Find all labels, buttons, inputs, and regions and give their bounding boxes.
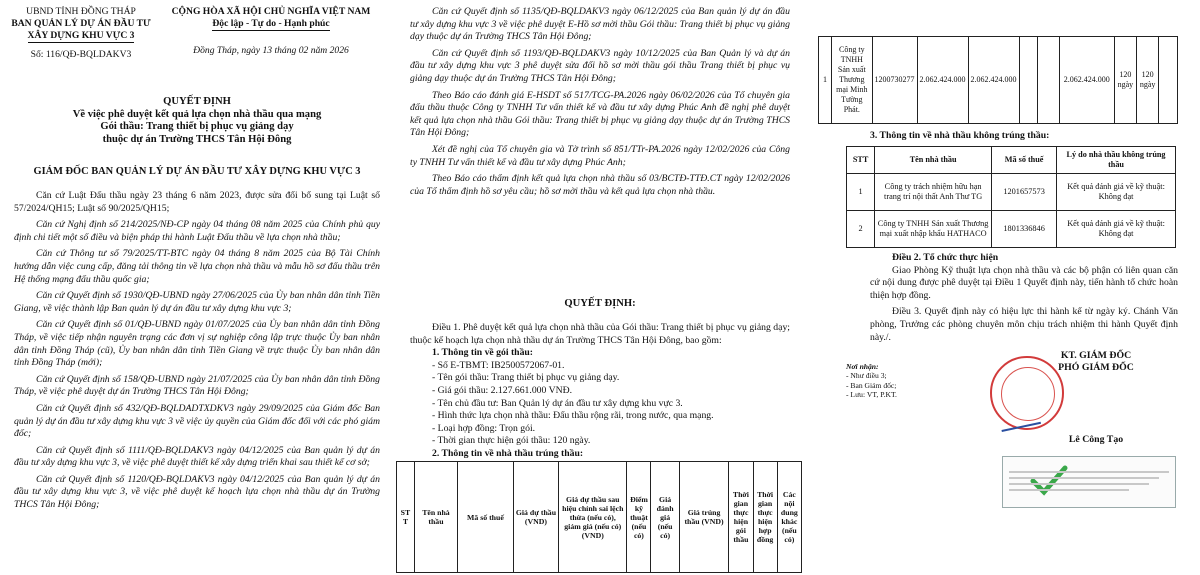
table-header-row: [847, 147, 1176, 174]
legal-basis-item: Căn cứ Quyết định số 1193/QĐ-BQLDAKV3 ngày 10/12/2025 của Ban Quản lý và dự án đầu tư xây dựng khu vực 3 phê duyệt sửa đổi hồ sơ mời thầu gói thầu Trang thiết bị phục vụ giảng dạy thuộc dự án Trường THCS Tân Hội Đông;: [410, 47, 790, 84]
legal-basis-continued: [410, 6, 790, 198]
column-header: ST T: [397, 462, 415, 573]
cell-tax-code: 1201657573: [992, 174, 1057, 211]
column-header: Thời gian thực hiện hợp đồng: [753, 462, 777, 573]
legal-basis-item: Xét đề nghị của Tổ chuyên gia và Tờ trình số 851/TTr-PA.2026 ngày 12/02/2026 của Công ty TNHH Tư vấn thiết kế và đầu tư xây dựng Phúc Anh;: [410, 143, 790, 168]
cell-reason: Kết quả đánh giá về kỹ thuật: Không đạt: [1057, 211, 1176, 248]
national-motto: [156, 6, 386, 57]
article-3-text: Điều 3. Quyết định này có hiệu lực thi hành kể từ ngày ký. Chánh Văn phòng, Trưởng các phòng chuyên môn chịu trách nhiệm thi hành Quyết định này./.: [870, 306, 1178, 343]
section-1-title: 1. Thông tin về gói thầu:: [432, 347, 534, 359]
cell-stt: 2: [847, 211, 875, 248]
column-header: Giá dự thầu sau hiệu chỉnh sai lệch thừa (nếu có), giảm giá (nếu có) (VND): [559, 462, 627, 573]
table-row: [847, 174, 1176, 211]
cell-tax-code: 1200730277: [872, 37, 917, 124]
document-title: [14, 96, 380, 146]
cell-bidder-name: Công ty trách nhiệm hữu hạn trang trí nội thất Anh Thư TG: [875, 174, 992, 211]
table-row: [819, 37, 1178, 124]
column-header: Thời gian thực hiện gói thầu: [729, 462, 753, 573]
cell-bid-price: 2.062.424.000: [917, 37, 968, 124]
legal-basis-item: Căn cứ Quyết định số 158/QĐ-UBND ngày 21/07/2025 của Ủy ban nhân dân tỉnh Đồng Tháp, về việc phê duyệt dự án Trường THCS Tân Hội Đông;: [14, 373, 380, 398]
column-header: Giá đánh giá (nếu có): [651, 462, 679, 573]
digital-signature-box: [1002, 456, 1176, 508]
column-header: Tên nhà thầu: [414, 462, 457, 573]
article-2-text: Giao Phòng Kỹ thuật lựa chọn nhà thầu và các bộ phận có liên quan căn cứ nội dung được phê duyệt tại Điều 1 Quyết định này, tiến hành tổ chức hoàn thiện hợp đồng.: [870, 264, 1178, 301]
column-header: Điểm kỹ thuật (nếu có): [627, 462, 651, 573]
page-3: [806, 0, 1200, 575]
legal-basis-item: Căn cứ Quyết định số 432/QĐ-BQLDADTXDKV3 ngày 29/09/2025 của Giám đốc Ban quản lý dự án đầu tư xây dựng khu vực 3 về việc ủy quyền của Giám đốc đối với các phó giám đốc;: [14, 402, 380, 440]
director-title: GIÁM ĐỐC BAN QUẢN LÝ DỰ ÁN ĐẦU TƯ XÂY DỰNG KHU VỰC 3: [33, 166, 361, 177]
cell-award-price: 2.062.424.000: [1059, 37, 1114, 124]
articles-2-3: [870, 252, 1178, 344]
signature-line-2: PHÓ GIÁM ĐỐC: [1058, 362, 1134, 374]
title-main: QUYẾT ĐỊNH: [163, 96, 231, 107]
cell-stt: 1: [847, 174, 875, 211]
column-header: Lý do nhà thầu không trúng thầu: [1057, 147, 1176, 174]
legal-basis-list: [14, 190, 380, 512]
cell-reason: Kết quả đánh giá về kỹ thuật: Không đạt: [1057, 174, 1176, 211]
cell-bidder-name: Công ty TNHH Sản xuất Thương mại Minh Tường Phát.: [832, 37, 872, 124]
legal-basis-item: Căn cứ Quyết định số 1111/QĐ-BQLDAKV3 ngày 04/12/2025 của Ban quản lý dự án đầu tư xây dựng khu vực 3, về việc phê duyệt thiết kế xây dựng triển khai sau thiết kế cơ sở;: [14, 444, 380, 469]
checkmark-icon: [1029, 463, 1069, 497]
legal-basis-item: Căn cứ Quyết định số 1120/QĐ-BQLDAKV3 ngày 04/12/2025 của Ban quản lý dự án đầu tư xây dựng khu vực 3, về việc phê duyệt kế hoạch lựa chọn nhà thầu dự án Trường THCS Tân Hội Đông;: [14, 473, 380, 511]
signer-name: Lê Công Tạo: [1068, 434, 1124, 445]
package-info-item: - Tên gói thầu: Trang thiết bị phục vụ giảng dạy.: [432, 372, 620, 384]
legal-basis-item: Căn cứ Quyết định số 1930/QĐ-UBND ngày 27/06/2025 của Ủy ban nhân dân tỉnh Tiền Giang, về việc thành lập Ban quản lý dự án đầu tư xây dựng khu vực 3;: [14, 290, 380, 314]
package-info-item: - Giá gói thầu: 2.127.661.000 VNĐ.: [432, 384, 573, 396]
cell-stt: 1: [819, 37, 832, 124]
issuer-province: UBND TỈNH ĐỒNG THÁP: [26, 6, 136, 17]
article-1-text: Điều 1. Phê duyệt kết quả lựa chọn nhà thầu của Gói thầu: Trang thiết bị phục vụ giảng dạy; thuộc kế hoạch lựa chọn nhà thầu dự án Trường THCS Tân Hội Đông, bao gồm:: [410, 322, 790, 346]
legal-basis-item: Căn cứ Quyết định số 1135/QĐ-BQLDAKV3 ngày 06/12/2025 của Ban quản lý dự án đầu tư xây dựng khu vực 3 về việc phê duyệt E-Hồ sơ mời thầu Gói thầu: Trang thiết bị phục vụ giảng dạy thuộc dự án Trường THCS Tân Hội Đông;: [410, 6, 790, 43]
recipients-block: [846, 362, 966, 400]
column-header: STT: [847, 147, 875, 174]
cell-package-time: 120 ngày: [1114, 37, 1136, 124]
losing-bidders-table: [846, 146, 1176, 248]
package-info-item: - Số E-TBMT: IB2500572067-01.: [432, 359, 565, 371]
legal-basis-item: Căn cứ Thông tư số 79/2025/TT-BTC ngày 04 tháng 8 năm 2025 của Bộ Tài Chính hướng dẫn việc cung cấp, đăng tải thông tin về lựa chọn nhà thầu và mẫu hồ sơ đấu thầu trên Hệ thống mạng đấu thầu quốc gia;: [14, 248, 380, 285]
legal-basis-item: Theo Báo cáo đánh giá E-HSDT số 517/TCG-PA.2026 ngày 06/02/2026 của Tổ chuyên gia đấu thầu thuộc Công ty TNHH Tư vấn thiết kế và đầu tư xây dựng Phúc Anh đề nghị phê duyệt kết quả lựa chọn nhà thầu Gói thầu: Trang thiết bị phục vụ giảng dạy thuộc dự án Trường THCS Tân Hội Đông;: [410, 89, 790, 139]
legal-basis-item: Theo Báo cáo thẩm định kết quả lựa chọn nhà thầu số 03/BCTĐ-TTĐ.CT ngày 12/02/2026 của Tổ thẩm định hồ sơ yêu cầu; hồ sơ mời thầu và kết quả lựa chọn nhà thầu.: [410, 173, 790, 197]
cell-other: [1159, 37, 1178, 124]
section-3-title: 3. Thông tin về nhà thầu không trúng thầu:: [870, 130, 1050, 141]
package-info-item: - Tên chủ đầu tư: Ban Quản lý dự án đầu tư xây dựng khu vực 3.: [432, 397, 683, 409]
recipient-item: - Lưu: VT, P.KT.: [846, 390, 897, 400]
column-header: Các nội dung khác (nếu có): [777, 462, 801, 573]
nation-motto: Độc lập - Tự do - Hạnh phúc: [212, 18, 330, 29]
legal-basis-item: Căn cứ Quyết định số 01/QĐ-UBND ngày 01/07/2025 của Ủy ban nhân dân tỉnh Đồng Tháp, về việc tiếp nhận nguyên trạng các đơn vị sự nghiệp công lập trực thuộc Ủy ban nhân dân tỉnh Đồng Tháp (cũ), Ủy ban nhân dân tỉnh Tiền Giang về trực thuộc Ủy ban nhân dân tỉnh Đồng Tháp (mới);: [14, 319, 380, 369]
column-header: Giá dự thầu (VND): [513, 462, 558, 573]
document-date: Đồng Tháp, ngày 13 tháng 02 năm 2026: [193, 45, 349, 56]
page-1: [0, 0, 392, 575]
issuer-line-1: BAN QUẢN LÝ DỰ ÁN ĐẦU TƯ: [11, 18, 151, 29]
column-header: Mã số thuế: [458, 462, 514, 573]
legal-basis-item: Căn cứ Luật Đấu thầu ngày 23 tháng 6 năm 2023, được sửa đổi bổ sung tại Luật số 57/2024/QH15; Luật số 90/2025/QH15;: [14, 190, 380, 214]
package-info-item: - Loại hợp đồng: Trọn gói.: [432, 422, 536, 434]
article-1: [410, 322, 790, 461]
recipients-title: Nơi nhận:: [846, 362, 879, 371]
cell-adjusted-price: 2.062.424.000: [968, 37, 1019, 124]
winning-bidder-table-continued: [818, 36, 1178, 124]
cell-contract-time: 120 ngày: [1137, 37, 1159, 124]
issuer-block: [6, 6, 156, 61]
column-header: Tên nhà thầu: [875, 147, 992, 174]
title-sub-2: Gói thầu: Trang thiết bị phục vụ giảng dạy: [100, 121, 294, 133]
title-sub-1: Về việc phê duyệt kết quả lựa chọn nhà thầu qua mạng: [72, 108, 322, 120]
title-sub-3: thuộc dự án Trường THCS Tân Hội Đông: [102, 133, 292, 145]
recipient-item: - Như điều 3;: [846, 371, 887, 381]
cell-evaluated-price: [1038, 37, 1059, 124]
winning-bidder-table: [396, 461, 802, 573]
package-info-item: - Hình thức lựa chọn nhà thầu: Đấu thầu rộng rãi, trong nước, qua mạng.: [432, 410, 714, 422]
article-2-title: Điều 2. Tổ chức thực hiện: [892, 252, 999, 263]
document-number: Số: 116/QĐ-BQLDAKV3: [30, 49, 132, 60]
cell-bidder-name: Công ty TNHH Sản xuất Thương mại xuất nhập khẩu HATHACO: [875, 211, 992, 248]
table-header-row: [397, 462, 802, 573]
decision-heading: QUYẾT ĐỊNH:: [564, 298, 636, 309]
nation-name: CỘNG HÒA XÃ HỘI CHỦ NGHĨA VIỆT NAM: [171, 6, 371, 17]
column-header: Mã số thuế: [992, 147, 1057, 174]
issuer-line-2: XÂY DỰNG KHU VỰC 3: [27, 30, 135, 41]
recipient-item: - Ban Giám đốc;: [846, 380, 897, 390]
signature-line-1: KT. GIÁM ĐỐC: [1060, 350, 1132, 361]
legal-basis-item: Căn cứ Nghị định số 214/2025/NĐ-CP ngày 04 tháng 08 năm 2025 của Chính phủ quy định chi tiết một số điều và biện pháp thi hành Luật Đấu thầu về lựa chọn nhà thầu;: [14, 219, 380, 243]
cell-tax-code: 1801336846: [992, 211, 1057, 248]
column-header: Giá trúng thầu (VND): [679, 462, 728, 573]
table-row: [847, 211, 1176, 248]
package-info-item: - Thời gian thực hiện gói thầu: 120 ngày.: [432, 435, 591, 447]
page-2: [392, 0, 806, 575]
section-2-title: 2. Thông tin về nhà thầu trúng thầu:: [432, 447, 584, 459]
cell-technical-score: [1019, 37, 1038, 124]
